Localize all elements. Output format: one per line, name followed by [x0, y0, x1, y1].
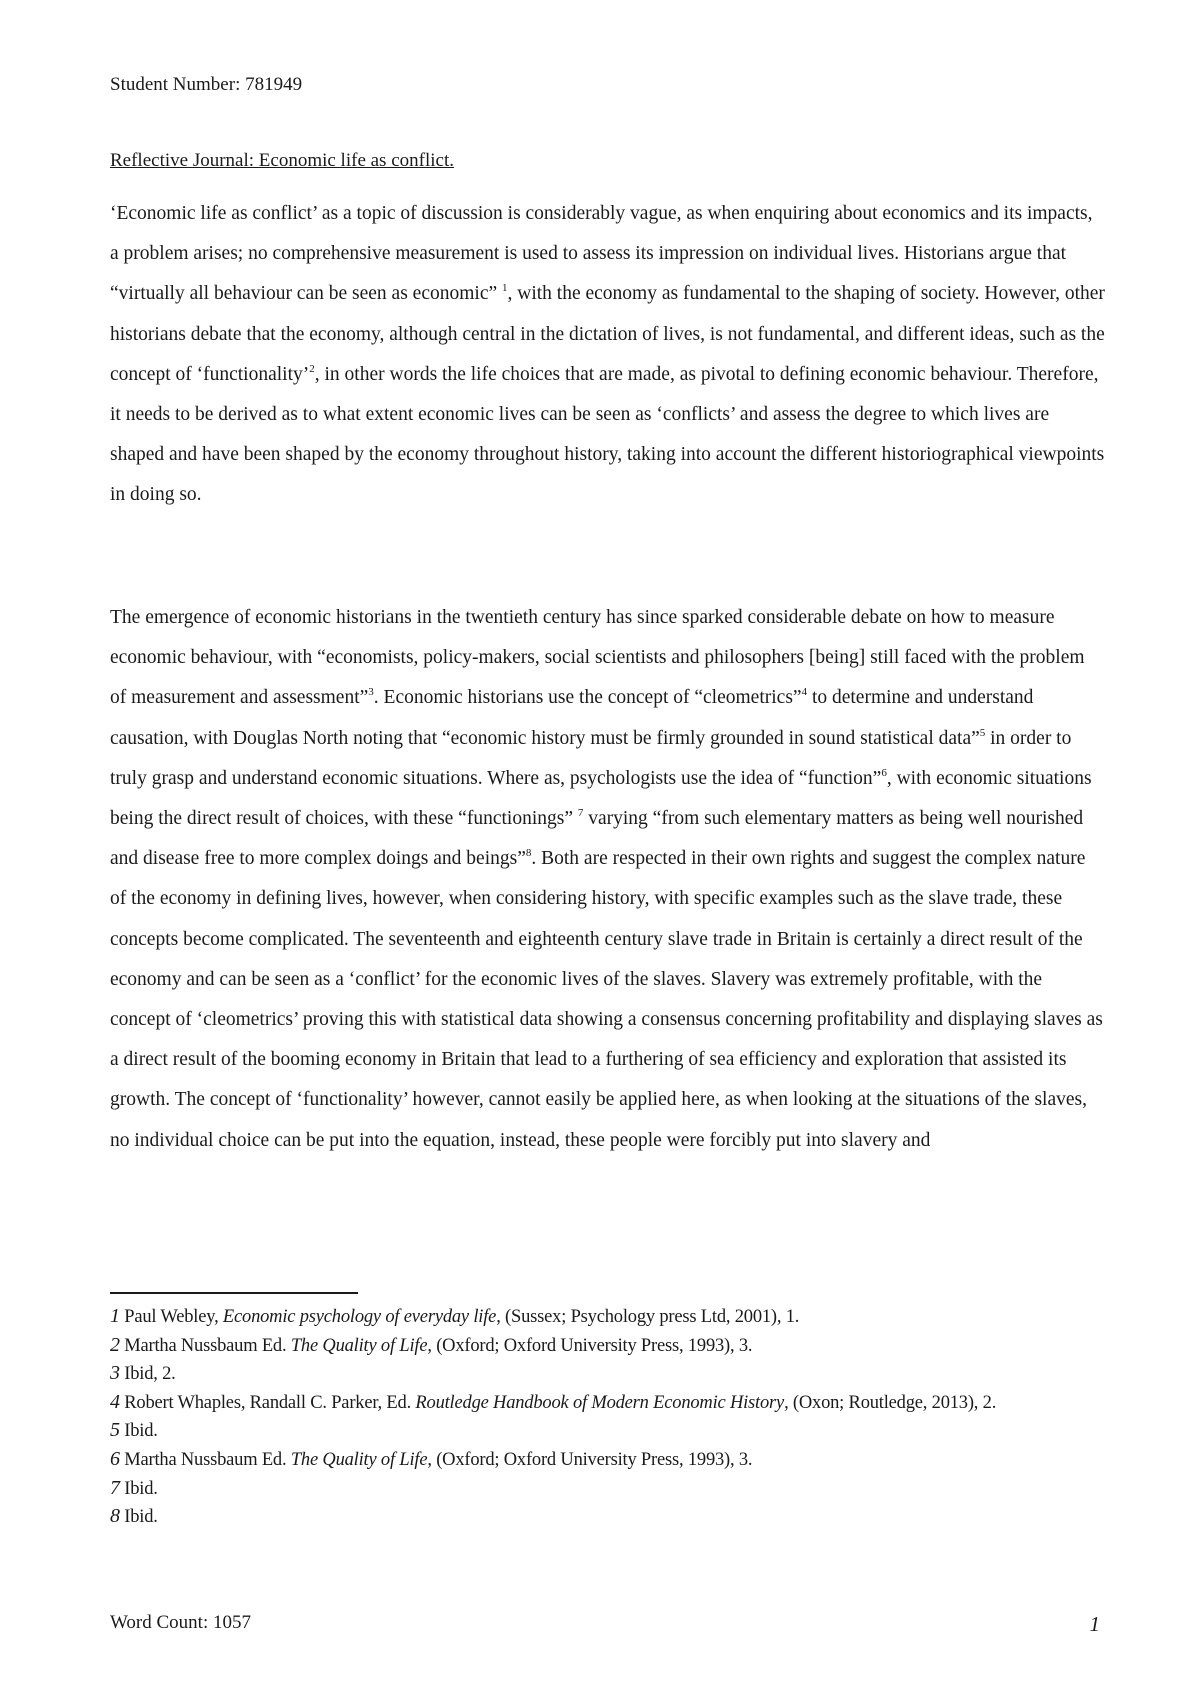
para2-text-2: . Economic historians use the concept of “cleometrics” [373, 687, 802, 709]
footnote-number: 4 [110, 1390, 120, 1413]
footnote-number: 2 [110, 1333, 120, 1356]
para2-text-3: to determine and understand causation, with Douglas North noting that “economic history must be firmly grounded in sound statistical data” [110, 687, 1034, 749]
footnote-ref-8[interactable]: 8 [525, 847, 532, 860]
footnotes-list [110, 1303, 1105, 1532]
footnote-item [110, 1360, 1105, 1389]
footnote-number: 8 [110, 1505, 120, 1528]
footnote-item [110, 1446, 1105, 1475]
footnote-text-tail: , (Oxon; Routledge, 2013), 2. [784, 1392, 997, 1413]
footnote-ref-5[interactable]: 5 [979, 726, 986, 739]
para2-text-6: varying “from such elementary matters as being well nourished and disease free to more complex doings and beings” [110, 808, 1084, 870]
para2-text-7: . Both are respected in their own rights and suggest the complex nature of the economy in defining lives, however, when considering history, with specific examples such as the slave trade, these concepts become complicated. The seventeenth and eighteenth century slave trade in Britain is certainly a direct result of the economy and can be seen as a ‘conflict’ for the economic lives of the slaves. Slavery was extremely profitable, with the concept of ‘cleometrics’ proving this with statistical data showing a consensus concerning profitability and displaying slaves as a direct result of the booming economy in Britain that lead to a furthering of sea efficiency and exploration that assisted its growth. The concept of ‘functionality’ however, cannot easily be applied here, as when looking at the situations of the slaves, no individual choice can be put into the equation, instead, these people were forcibly put into slavery and [110, 848, 1103, 1151]
footnote-number: 7 [110, 1476, 120, 1499]
body-paragraph-1 [110, 194, 1105, 516]
footnote-text: Martha Nussbaum Ed. [124, 1449, 291, 1470]
footnote-text: Paul Webley, [124, 1307, 223, 1327]
footnote-ref-7[interactable]: 7 [577, 807, 584, 820]
footnote-title: The Quality of Life [290, 1449, 428, 1470]
footnote-text-tail: , (Oxford; Oxford University Press, 1993), 3. [427, 1449, 753, 1470]
footnote-text: Robert Whaples, Randall C. Parker, Ed. [124, 1392, 416, 1413]
para2-text-1: The emergence of economic historians in the twentieth century has since sparked considerable debate on how to measure economic behaviour, with “economists, policy-makers, social scientists and philosophers [being] still faced with the problem of measurement and assessment” [110, 607, 1085, 709]
page-number: 1 [1089, 1612, 1100, 1636]
footnote-number: 1 [110, 1305, 120, 1327]
journal-title: Reflective Journal: Economic life as conflict. [110, 150, 454, 171]
footnote-item [110, 1417, 1105, 1446]
footnote-item [110, 1303, 1105, 1332]
footnote-text: Ibid. [124, 1478, 158, 1499]
student-number: Student Number: 781949 [110, 74, 303, 95]
footnote-title: Economic psychology of everyday life [222, 1307, 497, 1327]
body-paragraph-2 [110, 598, 1105, 1161]
footnote-ref-2[interactable]: 2 [309, 362, 315, 375]
footnote-text-tail: , (Oxford; Oxford University Press, 1993), 3. [427, 1335, 753, 1356]
footnote-text: Ibid. [124, 1421, 158, 1442]
para2-text-5: , with economic situations being the direct result of choices, with these “functionings” [110, 767, 1092, 830]
footnote-text: Ibid, 2. [124, 1364, 176, 1385]
footnote-title: The Quality of Life [290, 1335, 428, 1356]
word-count: Word Count: 1057 [110, 1612, 251, 1633]
footnote-ref-1[interactable]: 1 [502, 282, 508, 295]
footnote-item [110, 1503, 1105, 1532]
footnote-ref-4[interactable]: 4 [801, 686, 808, 699]
footnote-number: 6 [110, 1447, 120, 1470]
footnote-ref-6[interactable]: 6 [881, 766, 887, 779]
footnote-text: Martha Nussbaum Ed. [124, 1335, 291, 1356]
footnote-separator [110, 1292, 358, 1294]
para1-text-3: , in other words the life choices that are made, as pivotal to defining economic behaviour. Therefore, it needs to be derived as to what extent economic lives can be seen as ‘conflicts’ and assess the degree to which lives are shaped and have been shaped by the economy throughout history, taking into account the different historiographical viewpoints in doing so. [110, 363, 1105, 506]
footnote-text: Ibid. [124, 1507, 158, 1528]
footnote-number: 5 [110, 1419, 120, 1442]
para1-text-1: ‘Economic life as conflict’ as a topic of discussion is considerably vague, as when enquiring about economics and its impacts, a problem arises; no comprehensive measurement is used to assess its impression on individual lives. Historians argue that “virtually all behaviour can be seen as economic” [110, 203, 1093, 305]
footnote-text-tail: , (Sussex; Psychology press Ltd, 2001), 1. [496, 1307, 800, 1327]
footnote-item [110, 1332, 1105, 1361]
footnote-item [110, 1475, 1105, 1504]
footnote-title: Routledge Handbook of Modern Economic History [415, 1392, 785, 1413]
para1-text-2: , with the economy as fundamental to the shaping of society. However, other historians debate that the economy, although central in the dictation of lives, is not fundamental, and different ideas, such as the concept of ‘functionality’ [110, 283, 1105, 385]
footnote-item [110, 1389, 1105, 1418]
footnote-number: 3 [110, 1362, 120, 1385]
para2-text-4: in order to truly grasp and understand economic situations. Where as, psychologists use the idea of “function” [110, 727, 1072, 789]
footnote-ref-3[interactable]: 3 [368, 686, 374, 699]
